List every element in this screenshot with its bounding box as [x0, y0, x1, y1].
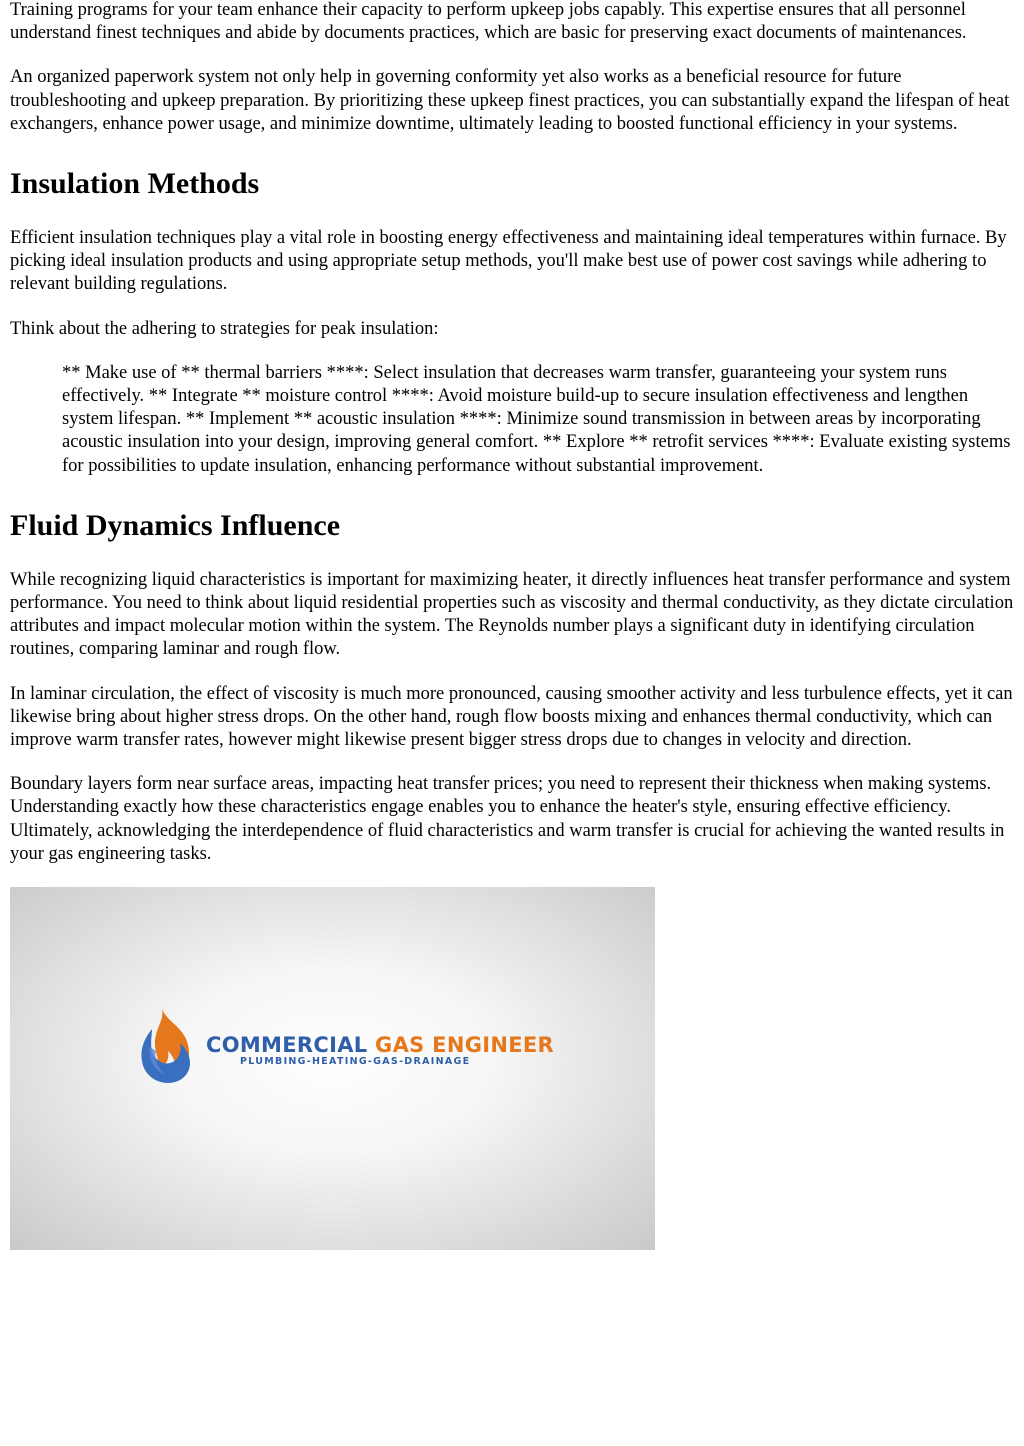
insulation-paragraph-2: Think about the adhering to strategies for peak insulation: — [10, 318, 439, 339]
insulation-strategies-quote: ** Make use of ** thermal barriers ****: Select insulation that decreases warm transfer, guaranteeing your system runs effectively. ** Integrate ** moisture control ****: Avoid moisture build-up to secure insulation effectiveness and lengthen system lifespan. ** Implement ** acoustic insulation ****: Minimize sound transmission in between areas by incorporating acoustic insulation into your design, improving general comfort. ** Explore ** retrofit services ****: Evaluate existing systems for possibilities to update insulation, enhancing performance without substantial improvement. — [62, 362, 1011, 476]
heading-insulation-methods: Insulation Methods — [10, 167, 260, 201]
fluid-paragraph-1: While recognizing liquid characteristics is important for maximizing heater, it directly influences heat transfer performance and system performance. You need to think about liquid residential properties such as viscosity and thermal conductivity, as they dictate circulation attributes and impact molecular motion within the system. The Reynolds number plays a significant duty in identifying circulation routines, comparing laminar and rough flow. — [10, 569, 1014, 660]
company-logo — [138, 1005, 554, 1085]
brand-tagline: PLUMBING-HEATING-GAS-DRAINAGE — [240, 1056, 471, 1068]
fluid-paragraph-2: In laminar circulation, the effect of viscosity is much more pronounced, causing smoother activity and less turbulence effects, yet it can likewise bring about higher stress drops. On the other hand, rough flow boosts mixing and enhances thermal conductivity, which can improve warm transfer rates, however might likewise present bigger stress drops due to changes in velocity and direction. — [10, 683, 1013, 751]
brand-name-commercial: COMMERCIAL — [206, 1033, 376, 1058]
brand-name — [206, 1034, 554, 1056]
intro-paragraph-1: Training programs for your team enhance their capacity to perform upkeep jobs capably. This expertise ensures that all personnel understand finest techniques and abide by documents practices, which are basic for preserving exact documents of maintenances. — [10, 0, 967, 44]
company-logo-image — [10, 887, 655, 1250]
insulation-paragraph-1: Efficient insulation techniques play a vital role in boosting energy effectiveness and maintaining ideal temperatures within furnace. By picking ideal insulation products and using appropriate setup methods, you'll make best use of power cost savings while adhering to relevant building regulations. — [10, 228, 1007, 295]
brand-name-gas-engineer: GAS ENGINEER — [375, 1033, 554, 1058]
heading-fluid-dynamics: Fluid Dynamics Influence — [10, 508, 341, 542]
intro-paragraph-2: An organized paperwork system not only help in governing conformity yet also works as a beneficial resource for future troubleshooting and upkeep preparation. By prioritizing these upkeep finest practices, you can substantially expand the lifespan of heat exchangers, enhance power usage, and minimize downtime, ultimately leading to boosted functional efficiency in your systems. — [10, 67, 1010, 134]
fluid-paragraph-3: Boundary layers form near surface areas, impacting heat transfer prices; you need to represent their thickness when making systems. Understanding exactly how these characteristics engage enables you to enhance the heater's style, ensuring effective efficiency. Ultimately, acknowledging the interdependence of fluid characteristics and warm transfer is crucial for achieving the wanted results in your gas engineering tasks. — [10, 774, 1005, 864]
logo-text — [206, 1034, 554, 1068]
flame-icon — [138, 1005, 196, 1085]
